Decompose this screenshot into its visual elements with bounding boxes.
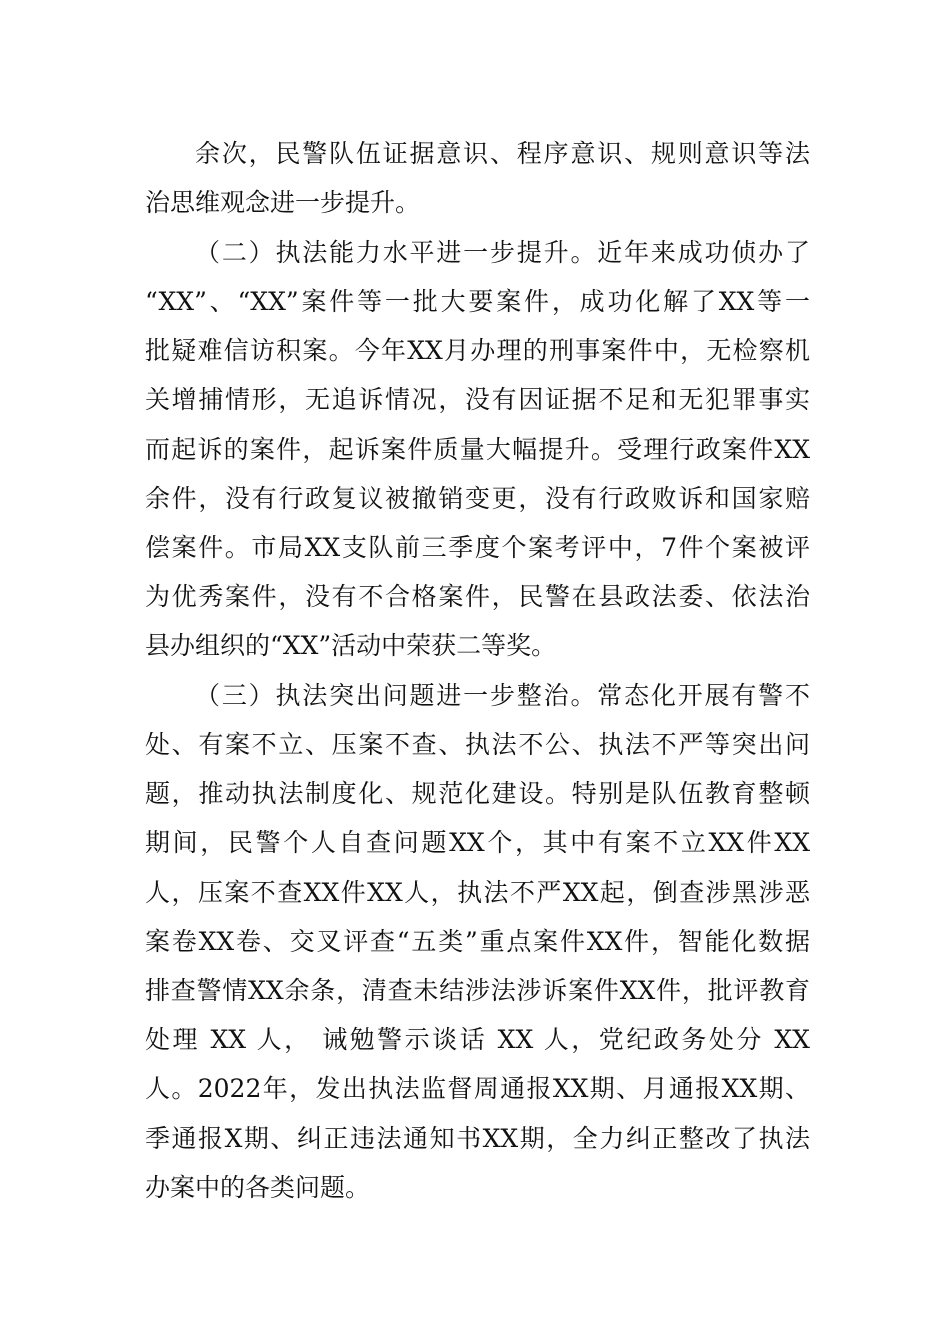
text-line-9: 偿案件。市局XX支队前三季度个案考评中，7件个案被评 bbox=[145, 533, 810, 562]
text-line-8: 余件，没有行政复议被撤销变更，没有行政败诉和国家赔 bbox=[145, 484, 810, 513]
text-line-15: 期间，民警个人自查问题XX个，其中有案不立XX件XX bbox=[145, 828, 810, 857]
text-line-5: 批疑难信访积案。今年XX月办理的刑事案件中，无检察机 bbox=[145, 336, 810, 365]
text-line-17: 案卷XX卷、交叉评查“五类”重点案件XX件，智能化数据 bbox=[145, 927, 810, 956]
text-line-13: 处、有案不立、压案不查、执法不公、执法不严等突出问 bbox=[145, 730, 810, 759]
text-line-14: 题，推动执法制度化、规范化建设。特别是队伍教育整顿 bbox=[145, 779, 810, 808]
text-line-16: 人，压案不查XX件XX人，执法不严XX起，倒查涉黑涉恶 bbox=[145, 878, 810, 907]
text-line-1: 余次，民警队伍证据意识、程序意识、规则意识等法 bbox=[195, 139, 810, 168]
text-line-10: 为优秀案件，没有不合格案件，民警在县政法委、依法治 bbox=[145, 582, 810, 611]
text-line-2: 治思维观念进一步提升。 bbox=[145, 188, 421, 217]
text-line-21: 季通报X期、纠正违法通知书XX期，全力纠正整改了执法 bbox=[145, 1124, 810, 1153]
text-line-18: 排查警情XX余条，清查未结涉法涉诉案件XX件，批评教育 bbox=[145, 976, 810, 1005]
text-line-19: 处理 XX 人， 诫勉警示谈话 XX 人，党纪政务处分 XX bbox=[145, 1025, 810, 1054]
text-line-12: （三）执法突出问题进一步整治。常态化开展有警不 bbox=[195, 681, 810, 710]
text-line-7: 而起诉的案件，起诉案件质量大幅提升。受理行政案件XX bbox=[145, 435, 810, 464]
text-line-3: （二）执法能力水平进一步提升。近年来成功侦办了 bbox=[195, 238, 810, 267]
text-line-20: 人。2022年，发出执法监督周通报XX期、月通报XX期、 bbox=[145, 1074, 810, 1103]
text-line-11: 县办组织的“XX”活动中荣获二等奖。 bbox=[145, 631, 557, 660]
text-line-6: 关增捕情形，无追诉情况，没有因证据不足和无犯罪事实 bbox=[145, 385, 810, 414]
text-line-4: “XX”、“XX”案件等一批大要案件，成功化解了XX等一 bbox=[145, 287, 810, 316]
text-line-22: 办案中的各类问题。 bbox=[145, 1173, 371, 1202]
